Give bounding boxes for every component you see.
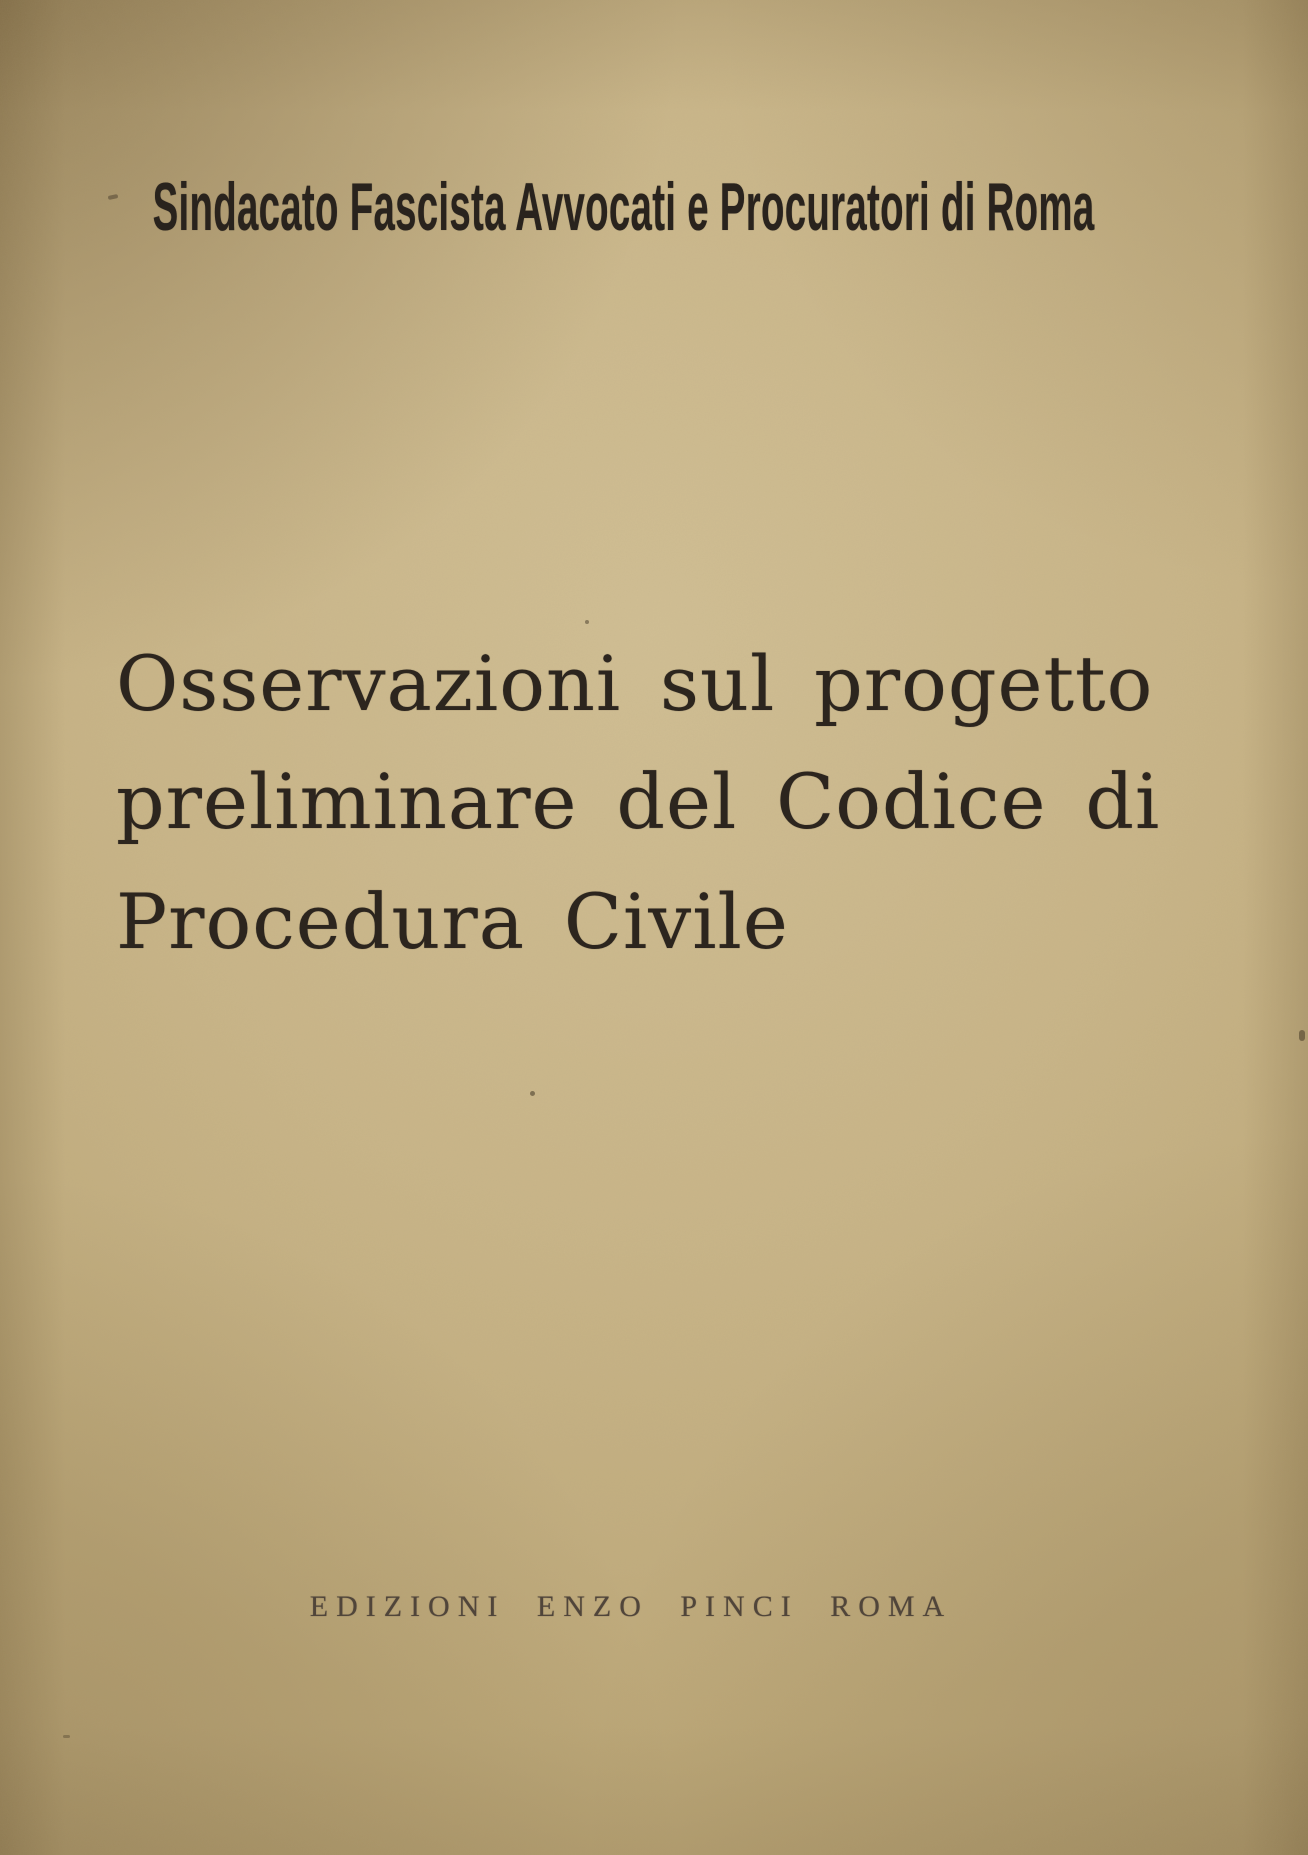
organization-header-text: Sindacato Fascista Avvocati e Procuratori di Roma [153, 169, 1095, 245]
book-title-line-3: Procedura Civile [116, 877, 789, 966]
paper-speck [585, 620, 589, 624]
paper-speck [530, 1091, 535, 1096]
paper-speck [1299, 1030, 1305, 1041]
book-title-line-2: preliminare del Codice di [116, 757, 1161, 846]
book-title-line-1: Osservazioni sul progetto [116, 639, 1154, 728]
paper-speck [108, 194, 119, 200]
organization-header [0, 169, 1248, 245]
publisher-imprint: EDIZIONI ENZO PINCI ROMA [309, 1590, 953, 1623]
paper-speck [63, 1735, 70, 1738]
